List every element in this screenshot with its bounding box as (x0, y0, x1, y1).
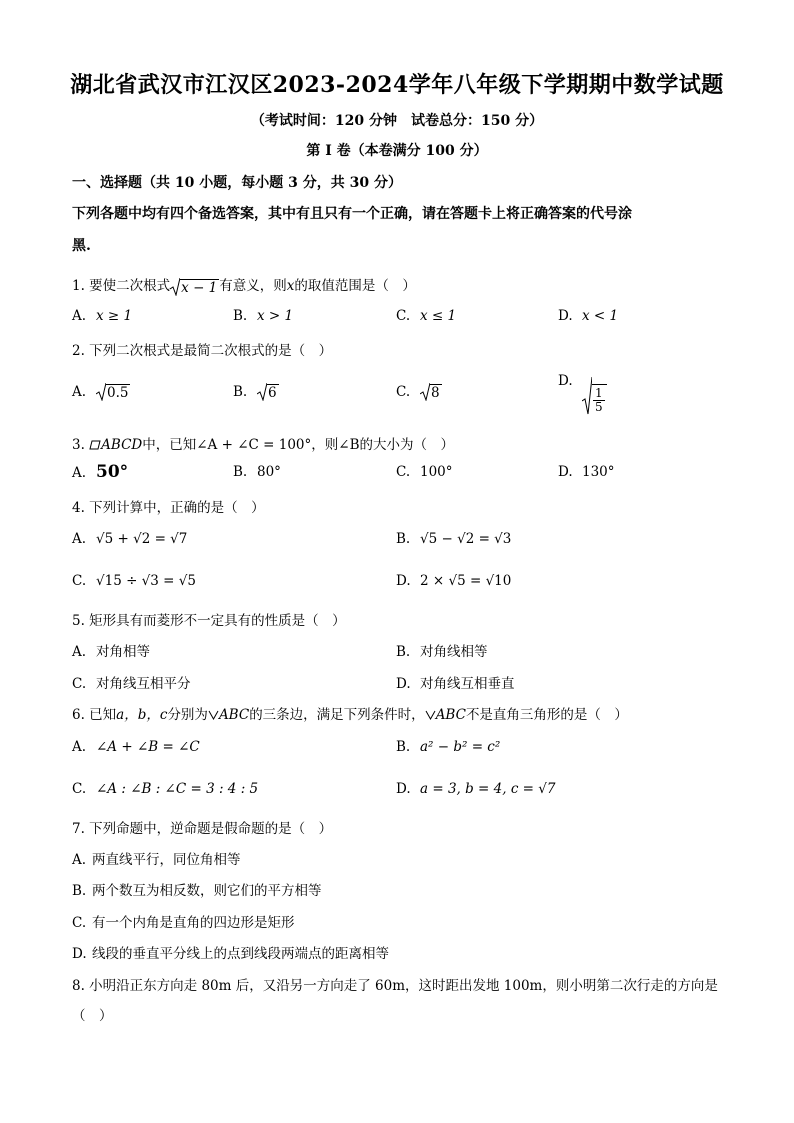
q6-option-a[interactable]: A. ∠A + ∠B = ∠C (72, 739, 200, 755)
section-heading: 一、选择题（共 10 小题，每小题 3 分，共 30 分） (72, 175, 402, 191)
q4-option-d[interactable]: D. 2 × √5 = √10 (396, 573, 512, 589)
parallelogram-icon (89, 437, 101, 453)
q2-option-b[interactable]: B. 6 (233, 383, 277, 402)
q3-option-a[interactable]: A. 50° (72, 462, 129, 482)
exam-title: 湖北省武汉市江汉区2023-2024学年八年级下学期期中数学试题 (70, 72, 724, 98)
q4-option-a[interactable]: A. √5 + √2 = √7 (72, 531, 188, 547)
q1-option-d[interactable]: D. x < 1 (558, 308, 619, 324)
question-8-answer-bracket: （ ） (72, 1008, 113, 1024)
triangle-icon (425, 707, 436, 723)
question-1-stem: 1. 要使二次根式 x − 1 有意义，则x的取值范围是（ ） (72, 278, 416, 296)
fraction-one-fifth: $\frac{1}{5}$ (595, 386, 603, 415)
q5-option-d[interactable]: D. 对角线互相垂直 (396, 676, 515, 692)
q5-option-c[interactable]: C. 对角线互相平分 (72, 676, 191, 692)
q7-option-c[interactable]: C. 有一个内角是直角的四边形是矩形 (72, 915, 295, 931)
q1-option-a[interactable]: A. x ≥ 1 (72, 308, 133, 324)
exam-info: （考试时间：120 分钟 试卷总分：150 分） (250, 113, 544, 129)
q6-option-d[interactable]: D. a = 3, b = 4, c = √7 (396, 781, 556, 797)
q2-option-a[interactable]: A. 0.5 (72, 383, 129, 402)
q2-option-c[interactable]: C. 8 (396, 383, 440, 402)
question-2-stem: 2. 下列二次根式是最简二次根式的是（ ） (72, 343, 333, 359)
question-5-stem: 5. 矩形具有而菱形不一定具有的性质是（ ） (72, 613, 346, 629)
q3-option-c[interactable]: C. 100° (396, 464, 453, 480)
q5-option-a[interactable]: A. 对角相等 (72, 644, 150, 660)
q6-option-b[interactable]: B. a² − b² = c² (396, 739, 501, 755)
q7-option-b[interactable]: B. 两个数互为相反数，则它们的平方相等 (72, 883, 322, 899)
instruction-line-1: 下列各题中均有四个备选答案，其中有且只有一个正确，请在答题卡上将正确答案的代号涂 (72, 206, 632, 222)
q3-option-b[interactable]: B. 80° (233, 464, 281, 480)
q1-option-b[interactable]: B. x > 1 (233, 308, 294, 324)
q7-option-a[interactable]: A. 两直线平行，同位角相等 (72, 852, 241, 868)
q6-option-c[interactable]: C. ∠A : ∠B : ∠C = 3 : 4 : 5 (72, 781, 259, 797)
question-7-stem: 7. 下列命题中，逆命题是假命题的是（ ） (72, 821, 333, 837)
q3-option-d[interactable]: D. 130° (558, 464, 615, 480)
q1-option-c[interactable]: C. x ≤ 1 (396, 308, 457, 324)
q2-option-d[interactable]: D. $\frac{1}{5}$ (558, 373, 607, 415)
triangle-icon (208, 707, 219, 723)
q5-option-b[interactable]: B. 对角线相等 (396, 644, 488, 660)
q7-option-d[interactable]: D. 线段的垂直平分线上的点到线段两端点的距离相等 (72, 946, 389, 962)
part-title: 第 I 卷（本卷满分 100 分） (306, 143, 488, 159)
q4-option-b[interactable]: B. √5 − √2 = √3 (396, 531, 512, 547)
q4-option-c[interactable]: C. √15 ÷ √3 = √5 (72, 573, 196, 589)
question-4-stem: 4. 下列计算中，正确的是（ ） (72, 500, 265, 516)
question-6-stem: 6. 已知a，b，c分别为 ABC的三条边，满足下列条件时， ABC不是直角三角形的是（ ） (72, 707, 628, 723)
question-8-stem: 8. 小明沿正东方向走 80m 后，又沿另一方向走了 60m，这时距出发地 100m，则小明第二次行走的方向是 (72, 978, 718, 994)
question-3-stem: 3. ABCD中，已知∠A + ∠C = 100°，则∠B的大小为（ ） (72, 437, 454, 453)
sqrt-symbol: x − 1 (170, 278, 219, 296)
instruction-line-2: 黑. (72, 238, 91, 254)
